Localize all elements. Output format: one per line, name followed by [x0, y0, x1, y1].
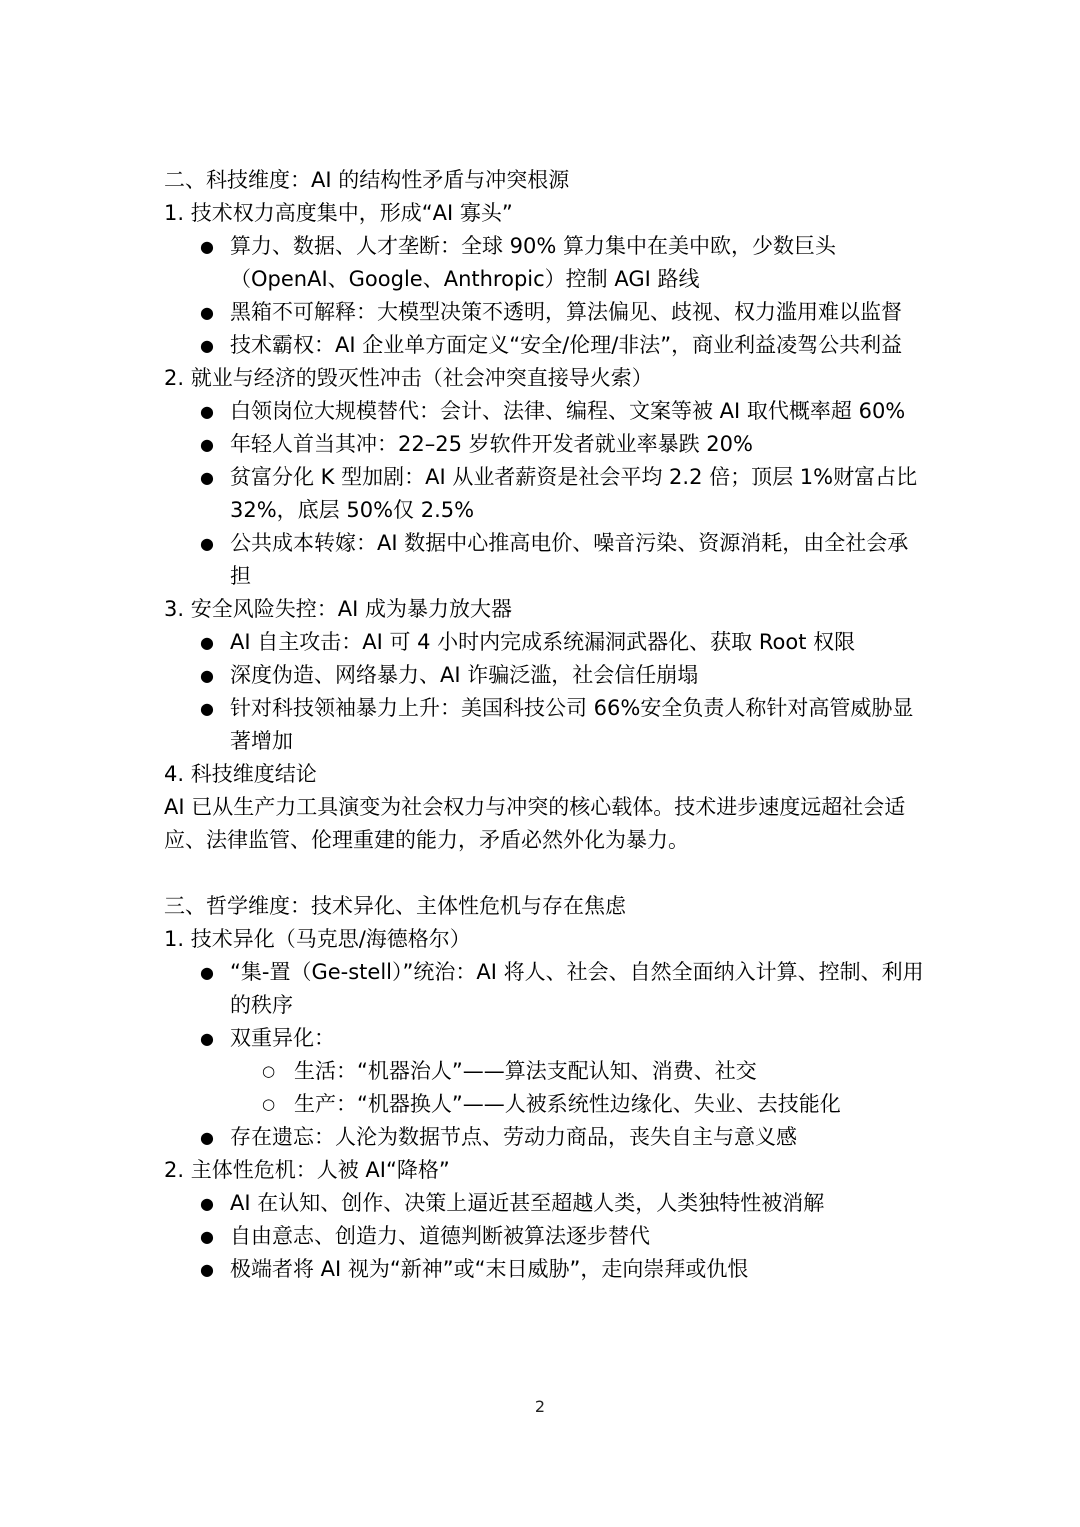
bullet-list — [164, 230, 924, 362]
bullet-icon: ● — [200, 336, 214, 355]
list-item-text: AI 在认知、创作、决策上逼近甚至超越人类，人类独特性被消解 — [230, 1191, 825, 1215]
list-item — [164, 659, 924, 692]
numbered-heading: 1. 技术异化（马克思/海德格尔） — [164, 927, 471, 951]
numbered-heading: 3. 安全风险失控：AI 成为暴力放大器 — [164, 597, 512, 621]
sub-list-item — [164, 1055, 924, 1088]
list-item-text: AI 自主攻击：AI 可 4 小时内完成系统漏洞武器化、获取 Root 权限 — [230, 630, 856, 654]
page-content — [164, 164, 924, 1286]
numbered-heading: 1. 技术权力高度集中，形成“AI 寡头” — [164, 201, 513, 225]
list-item — [164, 1022, 924, 1055]
list-item — [164, 329, 924, 362]
numbered-heading: 2. 就业与经济的毁灭性冲击（社会冲突直接导火索） — [164, 366, 653, 390]
list-item — [164, 1121, 924, 1154]
sub-bullet-list — [164, 1055, 924, 1121]
list-item-text: 白领岗位大规模替代：会计、法律、编程、文案等被 AI 取代概率超 60% — [230, 399, 906, 423]
hollow-bullet-icon: ○ — [262, 1095, 276, 1113]
list-item-text: 黑箱不可解释：大模型决策不透明，算法偏见、歧视、权力滥用难以监督 — [230, 300, 902, 324]
list-item-text: “集-置（Ge-stell）”统治：AI 将人、社会、自然全面纳入计算、控制、利用的秩序 — [230, 960, 924, 1017]
section-title-technology: 二、科技维度：AI 的结构性矛盾与冲突根源 — [164, 168, 570, 192]
bullet-icon: ● — [200, 1227, 214, 1246]
list-item-text: 年轻人首当其冲：22–25 岁软件开发者就业率暴跌 20% — [230, 432, 753, 456]
numbered-heading: 4. 科技维度结论 — [164, 762, 317, 786]
section-spacer — [164, 857, 924, 890]
list-item-text: 自由意志、创造力、道德判断被算法逐步替代 — [230, 1224, 650, 1248]
bullet-list — [164, 626, 924, 758]
list-item — [164, 461, 924, 527]
conclusion-paragraph: AI 已从生产力工具演变为社会权力与冲突的核心载体。技术进步速度远超社会适应、法律监管、伦理重建的能力，矛盾必然外化为暴力。 — [164, 795, 906, 852]
list-item-text: 针对科技领袖暴力上升：美国科技公司 66%安全负责人称针对高管威胁显著增加 — [230, 696, 914, 753]
list-item — [164, 296, 924, 329]
bullet-icon: ● — [200, 402, 214, 421]
list-item — [164, 626, 924, 659]
sub-list-item-text: 生产：“机器换人”——人被系统性边缘化、失业、去技能化 — [294, 1092, 841, 1116]
bullet-icon: ● — [200, 633, 214, 652]
bullet-icon: ● — [200, 468, 214, 487]
sub-list-item-text: 生活：“机器治人”——算法支配认知、消费、社交 — [294, 1059, 757, 1083]
bullet-icon: ● — [200, 237, 214, 256]
bullet-list — [164, 395, 924, 593]
list-item-text: 极端者将 AI 视为“新神”或“末日威胁”，走向崇拜或仇恨 — [230, 1257, 749, 1281]
bullet-icon: ● — [200, 534, 214, 553]
list-item — [164, 395, 924, 428]
page-number: 2 — [534, 1397, 546, 1416]
list-item-text: 公共成本转嫁：AI 数据中心推高电价、噪音污染、资源消耗，由全社会承担 — [230, 531, 909, 588]
list-item-text: 算力、数据、人才垄断：全球 90% 算力集中在美中欧，少数巨头（OpenAI、Google、Anthropic）控制 AGI 路线 — [230, 234, 837, 291]
list-item — [164, 692, 924, 758]
bullet-icon: ● — [200, 666, 214, 685]
list-item — [164, 1220, 924, 1253]
list-item — [164, 428, 924, 461]
list-item — [164, 1253, 924, 1286]
bullet-icon: ● — [200, 1194, 214, 1213]
bullet-icon: ● — [200, 1128, 214, 1147]
bullet-icon: ● — [200, 435, 214, 454]
list-item-text: 存在遗忘：人沦为数据节点、劳动力商品，丧失自主与意义感 — [230, 1125, 797, 1149]
list-item — [164, 956, 924, 1022]
list-item-text: 深度伪造、网络暴力、AI 诈骗泛滥，社会信任崩塌 — [230, 663, 699, 687]
section-title-philosophy: 三、哲学维度：技术异化、主体性危机与存在焦虑 — [164, 894, 626, 918]
list-item — [164, 1187, 924, 1220]
bullet-icon: ● — [200, 963, 214, 982]
sub-list-item — [164, 1088, 924, 1121]
bullet-icon: ● — [200, 699, 214, 718]
bullet-icon: ● — [200, 1029, 214, 1048]
list-item-text: 双重异化： — [230, 1026, 335, 1050]
hollow-bullet-icon: ○ — [262, 1062, 276, 1080]
bullet-list — [164, 956, 924, 1055]
list-item-text: 贫富分化 K 型加剧：AI 从业者薪资是社会平均 2.2 倍；顶层 1%财富占比 32%，底层 50%仅 2.5% — [230, 465, 918, 522]
bullet-icon: ● — [200, 303, 214, 322]
bullet-icon: ● — [200, 1260, 214, 1279]
numbered-heading: 2. 主体性危机：人被 AI“降格” — [164, 1158, 450, 1182]
list-item — [164, 527, 924, 593]
list-item-text: 技术霸权：AI 企业单方面定义“安全/伦理/非法”，商业利益凌驾公共利益 — [230, 333, 903, 357]
bullet-list — [164, 1121, 924, 1154]
list-item — [164, 230, 924, 296]
bullet-list — [164, 1187, 924, 1286]
